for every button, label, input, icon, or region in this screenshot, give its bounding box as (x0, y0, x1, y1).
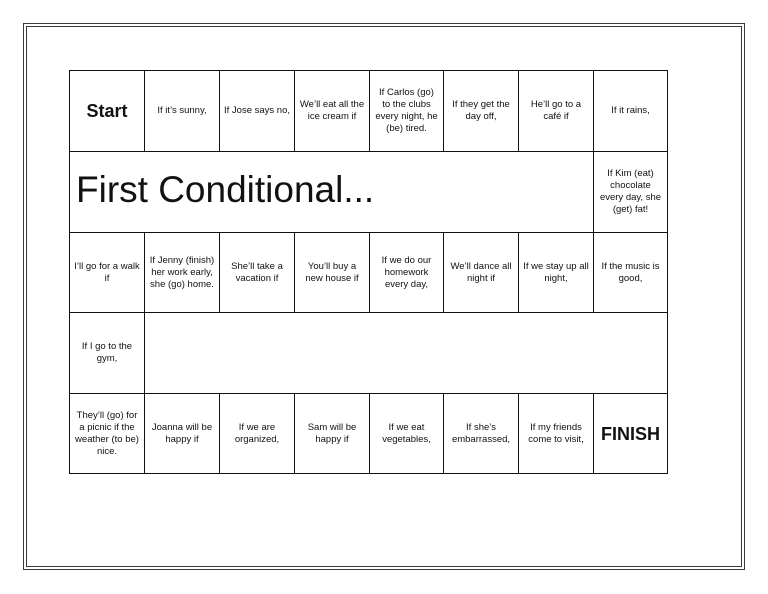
center-empty-area (144, 312, 668, 394)
board-cell: If we eat vegetables, (369, 393, 444, 474)
finish-cell: FINISH (593, 393, 668, 474)
board-cell: I’ll go for a walk if (69, 232, 145, 313)
board-cell: If Jenny (finish) her work early, she (go) home. (144, 232, 220, 313)
board-cell: If it rains, (593, 70, 668, 152)
board-cell: If we do our homework every day, (369, 232, 444, 313)
board-cell: If we stay up all night, (518, 232, 594, 313)
board-cell: If it’s sunny, (144, 70, 220, 152)
start-cell: Start (69, 70, 145, 152)
board-cell: If Carlos (go) to the clubs every night, he (be) tired. (369, 70, 444, 152)
board-cell: If Jose says no, (219, 70, 295, 152)
board-cell: If she’s embarrassed, (443, 393, 519, 474)
board-cell: He’ll go to a café if (518, 70, 594, 152)
board-cell: You’ll buy a new house if (294, 232, 370, 313)
board-cell: We’ll dance all night if (443, 232, 519, 313)
board-cell: We’ll eat all the ice cream if (294, 70, 370, 152)
board-cell: If Kim (eat) chocolate every day, she (get) fat! (593, 151, 668, 233)
board-cell: Sam will be happy if (294, 393, 370, 474)
board-cell: She’ll take a vacation if (219, 232, 295, 313)
board-cell: If I go to the gym, (69, 312, 145, 394)
board-cell: Joanna will be happy if (144, 393, 220, 474)
game-board (69, 70, 668, 474)
board-cell: If we are organized, (219, 393, 295, 474)
board-title: First Conditional... (76, 169, 375, 210)
board-cell: If they get the day off, (443, 70, 519, 152)
board-cell: They’ll (go) for a picnic if the weather (to be) nice. (69, 393, 145, 474)
board-cell: If my friends come to visit, (518, 393, 594, 474)
board-cell: If the music is good, (593, 232, 668, 313)
